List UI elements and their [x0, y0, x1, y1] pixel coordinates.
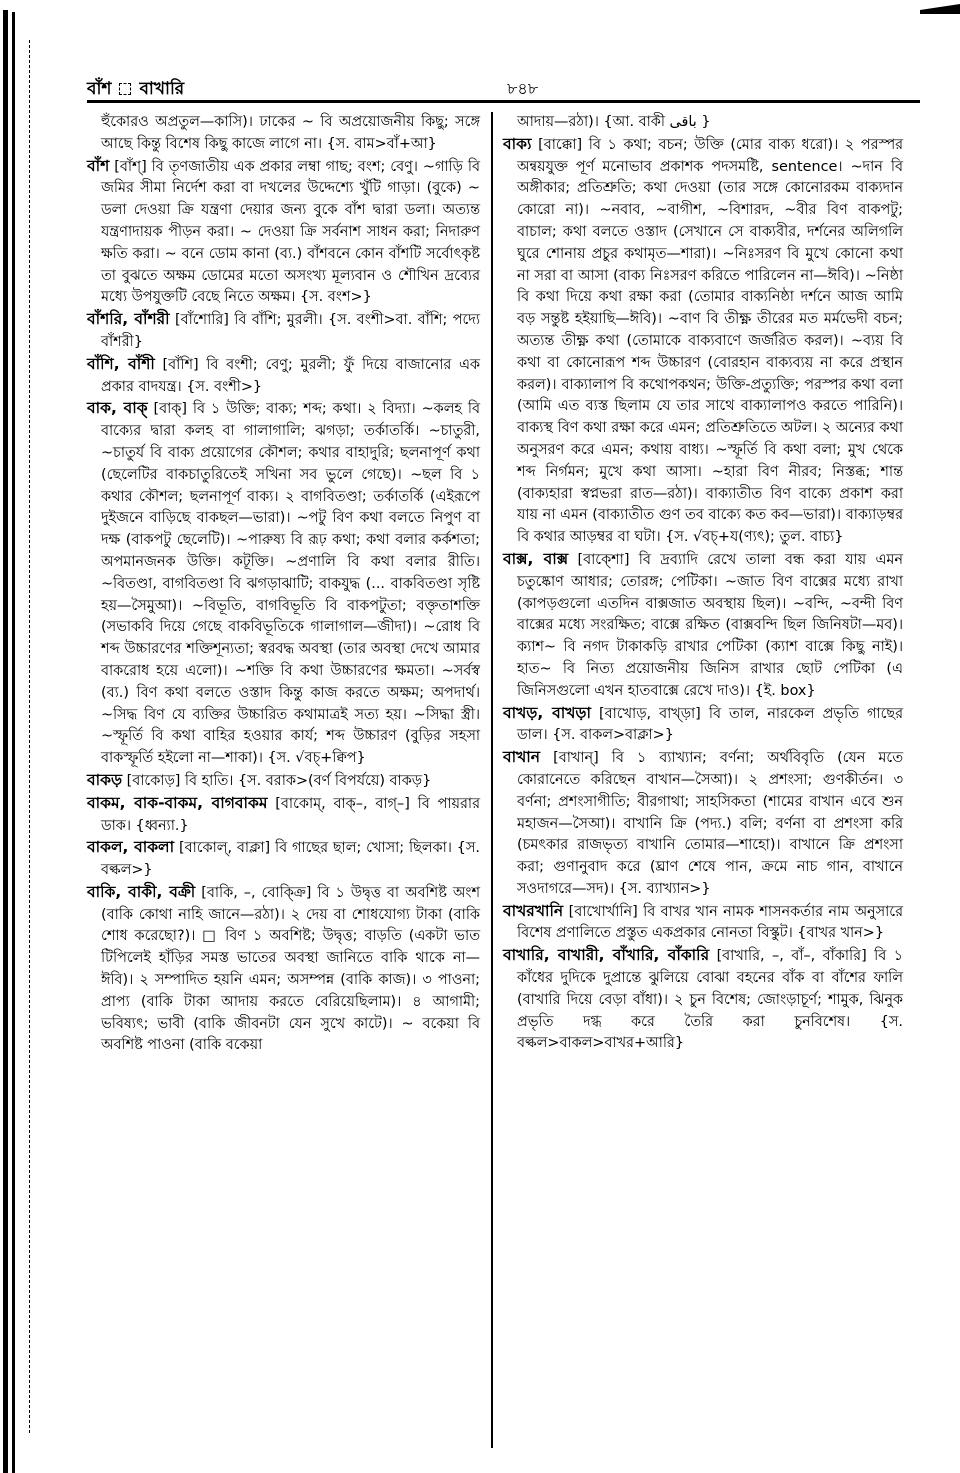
entry-headword: বাঁশরি, বাঁশরী: [87, 310, 170, 329]
entry-definition: [বাকোড়] বি হাতি। {স. বরাক>(বর্ণ বিপর্যয়ে) বাকড়}: [126, 772, 432, 789]
column-divider: [491, 112, 493, 1448]
dictionary-entry: [87, 156, 480, 310]
binding-line: [3, 10, 8, 1473]
entry-headword: বাঁশ: [87, 156, 110, 175]
entry-definition: [বাঁশি] বি বংশী; বেণু; মুরলী; ফুঁ দিয়ে বাজানোর এক প্রকার বাদযন্ত্র। {স. বংশী>}: [101, 356, 480, 395]
entry-continuation: [87, 112, 480, 156]
entry-headword: বাকল, বাকলা: [87, 838, 175, 857]
scan-corner-mark: [920, 4, 960, 14]
entry-definition: [বাখোড়, বাখ্ড়া] বি তাল, নারকেল প্রভৃতি গাছের ডাল। {স. বাকল>বাক্লা>}: [517, 705, 903, 744]
page-header: [87, 76, 920, 100]
dictionary-entry: [87, 793, 480, 838]
dictionary-entry: [503, 134, 903, 549]
entry-definition: [বাঁশোরি] বি বাঁশি; মুরলী। {স. বংশী>বা. বাঁশি; পদ্যে বাঁশরী}: [101, 312, 480, 350]
page-number: ৮৪৮: [507, 79, 539, 98]
dictionary-entry: [87, 837, 480, 882]
entry-definition: হুঁকোরও অপ্রতুল—কাসি)। ঢাকের ~ বি অপ্রয়োজনীয় কিছু; সঙ্গে আছে কিন্তু বিশেষ কিছু কাজে লাগে না। {স. বাম>বাঁ+আ}: [101, 114, 480, 152]
entry-headword: বাকি, বাকী, বক্রী: [87, 882, 196, 901]
book-binding-edge: [0, 0, 30, 1473]
entry-definition: [বাক্] বি ১ উক্তি; বাক্য; শব্দ; কথা। ২ বিদ্যা। ~কলহ বি বাক্যের দ্বারা কলহ বা গালাগালি; ঝগড়া; তর্কাতর্কি। ~চাতুরী, ~চাতুর্য বি বাক্য প্রয়োগের কৌশল; কথার বাহাদুরি; ছলনাপূর্ণ কথা (ছেলেটির বাকচাতুরিতেই সখিনা সব ভুলে গেছে)। ~ছল বি ১ কথার কৌশল; ছলনাপূর্ণ বাক্য। ২ বাগবিতণ্ডা; তর্কাতর্কি (এইরূপে দুইজনে বাড়িছে বাকছল—ভারা)। ~পটু বিণ কথা বলতে নিপুণ বা দক্ষ (বাকপটু ছেলেটি)। ~পারুষ্য বি রূঢ় কথা; কথা বলার কর্কশতা; অপমানজনক উক্তি। কটূক্তি। ~প্রণালি বি কথা বলার রীতি। ~বিতণ্ডা, বাগবিতণ্ডা বি ঝগড়াঝাটি; বাকযুদ্ধ (... বাকবিতণ্ডা সৃষ্টি হয়—সৈমুআ)। ~বিভূতি, বাগবিভূতি বি বাকপটুতা; বক্তৃতাশক্তি (সভাকবি দিয়ে গেছে বাকবিভূতিকে গালাগাল—জীদা)। ~রোধ বি শব্দ উচ্চারণের শক্তিশূন্যতা; স্বরবদ্ধ অবস্থা (তার অবস্থা দেখে আমার বাকরোধ হয়ে এলো)। ~শক্তি বি কথা উচ্চারণের ক্ষমতা। ~সর্বস্ব (ব্য.) বিণ কথা বলতে ওস্তাদ কিন্তু কাজ করতে অক্ষম; অপদার্থ। ~সিদ্ধ বিণ যে ব্যক্তির উচ্চারিত কথামাত্রই সত্য হয়। ~সিদ্ধা স্ত্রী। ~স্ফূর্তি বি কথা বাহির হওয়ার কার্য; শব্দ উচ্চারণ (বুড়ির সহসা বাকস্ফূর্তি হইলো না—শাকা)। {স. √বচ্+ক্বিপ}: [101, 401, 481, 767]
right-column: [503, 112, 903, 1055]
entry-headword: বাকড়: [87, 770, 123, 789]
guide-separator-icon: [119, 83, 131, 95]
dictionary-entry: [87, 398, 480, 770]
entry-headword: বাখরখানি: [503, 901, 564, 920]
dictionary-entry: [87, 309, 480, 354]
left-column: [87, 112, 480, 1057]
dictionary-entry: [503, 703, 903, 748]
entry-definition: [বাঁশ্] বি তৃণজাতীয় এক প্রকার লম্বা গাছ; বংশ; বেণু। ~গাড়ি বি জমির সীমা নির্দেশ করা বা দখলের উদ্দেশ্যে খুঁটি গাড়া। (বুকে) ~ ডলা দেওয়া ক্রি যন্ত্রণা দেয়ার জন্য বুকে বাঁশ দ্বারা ডলা। অত্যন্ত যন্ত্রণাদায়ক পীড়ন করা। ~ দেওয়া ক্রি সর্বনাশ সাধন করা; নিদারুণ ক্ষতি করা। ~ বনে ডোম কানা (ব্য.) বাঁশবনে কোন বাঁশটি সর্বোৎকৃষ্ট তা বুঝতে অক্ষম ডোমের মতো অসংখ্য মূল্যবান ও শৌখিন দ্রব্যের মধ্যে উপযুক্তটি বেছে নিতে অক্ষম। {স. বংশ>}: [101, 158, 480, 306]
entry-definition: [বাখান্] বি ১ ব্যাখ্যান; বর্ণনা; অর্থবিবৃতি (যেন মতে কোরানেতে করিছেন বাখান—সৈআ)। ২ প্রশংসা; গুণকীর্তন। ৩ বর্ণনা; প্রশংসাগীতি; বীরগাথা; সাহসিকতা (শামের বাখান এবে শুন মহাজন—সৈআ)। বাখানি ক্রি (পদ্য.) বলি; বর্ণনা বা প্রশংসা করি (চমৎকার রাজভৃত্য বাখানি তোমার—শাহো)। বাখানে ক্রি প্রশংসা করা; গুণানুবাদ করে (ঘ্রাণ শেষে পান, ক্রমে নাচ গান, বাখানে সওদাগরে—সদ)। {স. ব্যাখ্যান>}: [517, 750, 903, 897]
entry-headword: বাকম, বাক-বাকম, বাগবাকম: [87, 793, 268, 812]
entry-definition: [বাকোল্, বাক্লা] বি গাছের ছাল; খোসা; ছিলকা। {স. বল্কল>}: [101, 840, 481, 879]
entry-continuation: [503, 112, 903, 134]
entry-headword: বাখারি, বাখারী, বাঁখারি, বাঁকারি: [503, 946, 710, 965]
entry-definition: [বাক্কো] বি ১ কথা; বচন; উক্তি (মোর বাক্য ধরো)। ২ পরস্পর অন্বয়যুক্ত পূর্ণ মনোভাব প্রকাশক পদসমষ্টি, sentence। ~দান বি অঙ্গীকার; প্রতিশ্রুতি; কথা দেওয়া (তার সঙ্গে কোনোরকম বাক্যদান কোরো না)। ~নবাব, ~বাগীশ, ~বিশারদ, ~বীর বিণ বাকপটু; বাচাল; কথা বলতে ওস্তাদ (সেখানে সে বাক্যবীর, দর্শনের অলিগলি ঘুরে শোনায় প্রচুর কথামৃত—শারা)। ~নিঃসরণ বি মুখে কোনো কথা না সরা বা আসা (বাক্য নিঃসরণ করিতে পারিলেন না—ঈবি)। ~নিষ্ঠা বি কথা দিয়ে কথা রক্ষা করা (তোমার বাক্যনিষ্ঠা দর্শনে আজ আমি বড় সন্তুষ্ট হইয়াছি—ঈবি)। ~বাণ বি তীক্ষ্ণ তীরের মত মর্মভেদী বচন; অত্যন্ত তীক্ষ্ণ কথা (তোমাকে বাক্যবাণে জর্জরিত করল)। ~ব্যয় বি কথা বা কোনোরূপ শব্দ উচ্চারণ (বোরহান বাক্যব্যয় না করে প্রস্থান করল)। বাক্যালাপ বি কথোপকথন; উক্তি-প্রত্যুক্তি; পরস্পর কথা বলা (আমি এত ব্যস্ত ছিলাম যে তার সাথে বাক্যালাপও করতে পারিনি)। বাক্যস্থ বিণ কথা রক্ষা করে এমন; প্রতিশ্রুতিতে অটল। ২ অন্যের কথা অনুসরণ করে এমন; কথায় বাধ্য। ~স্ফূর্তি বি কথা বলা; মুখ থেকে শব্দ নির্গমন; মুখে কথা আসা। ~হারা বিণ নীরব; নিস্তব্ধ; শান্ত (বাক্যহারা স্বপ্নভরা রাত—রঠা)। বাক্যাতীত বিণ বাক্যে প্রকাশ করা যায় না এমন (বাক্যাতীত গুণ তব বাক্যে কত কব—ভারা)। বাক্যাড়ম্বর বি কথার আড়ম্বর বা ঘটা। {স. √বচ্+য(ণ্যৎ); তুল. বাচ্য}: [517, 136, 904, 546]
dictionary-entry: [503, 901, 903, 946]
guide-word-first: বাঁশ: [87, 79, 112, 99]
entry-definition: [বাখোর্খানি] বি বাখর খান নামক শাসনকর্তার নাম অনুসারে বিশেষ প্রণালিতে প্রস্তুত একপ্রকার নোনতা বিস্কুট। {বাখর খান>}: [517, 903, 903, 942]
entry-headword: বাক, বাক্: [87, 399, 148, 418]
header-rule: [87, 100, 920, 103]
entry-definition: [বাক্শো] বি দ্রব্যাদি রেখে তালা বন্ধ করা যায় এমন চতুষ্কোণ আধার; তোরঙ্গ; পেটিকা। ~জাত বিণ বাক্সের মধ্যে রাখা (কাপড়গুলো এতদিন বাক্সজাত অবস্থায় ছিল)। ~বন্দি, ~বন্দী বিণ বাক্সের মধ্যে সংরক্ষিত; বাক্সে রক্ষিত (বাক্সবন্দি ছিল জিনিষটা—মব)। ক্যাশ~ বি নগদ টাকাকড়ি রাখার পেটিকা (ক্যাশ বাক্সে কিছু নাই)। হাত~ বি নিত্য প্রয়োজনীয় জিনিস রাখার ছোট পেটিকা (এ জিনিসগুলো এখন হাতবাক্সে রেখে দাও)। {ই. box}: [517, 551, 903, 699]
dictionary-entry: [503, 549, 903, 703]
dictionary-entry: [87, 882, 480, 1057]
binding-line: [12, 12, 15, 1473]
entry-definition: [বাকোম্, বাক্–, বাগ্–] বি পায়রার ডাক। {ধ্বন্যা.}: [101, 795, 481, 834]
entry-headword: বাক্স, বাক্স: [503, 549, 569, 568]
binding-dashed-line: [29, 40, 31, 1433]
entry-headword: বাঁশি, বাঁশী: [87, 354, 155, 373]
dictionary-entry: [503, 747, 903, 901]
entry-headword: বাখড়, বাখড়া: [503, 703, 591, 722]
dictionary-entry: [87, 770, 480, 793]
entry-headword: বাক্য: [503, 134, 532, 153]
entry-headword: বাখান: [503, 748, 541, 767]
guide-word-last: বাখারি: [139, 79, 185, 99]
entry-definition: [বাখারি, –, বাঁ–, বাঁকারি] বি ১ কাঁধের দুদিকে দুপ্রান্তে ঝুলিয়ে বোঝা বহনের বাঁক বা বাঁশের ফালি (বাখারি দিয়ে বেড়া বাঁধা)। ২ চুন বিশেষ; জোংড়াচূর্ণ; শামুক, ঝিনুক প্রভৃতি দগ্ধ করে তৈরি করা চুনবিশেষ। {স. বল্কল>বাকল>বাখর+আরি}: [517, 948, 904, 1052]
entry-definition: [বাকি, –, বোক্ক্রি] বি ১ উদ্বৃত্ত বা অবশিষ্ট অংশ (বাকি কোথা নাহি জানে—রঠা)। ২ দেয় বা শোধযোগ্য টাকা (বাকি শোধ করেছো?)। □ বিণ ১ অবশিষ্ট; উদ্বৃত্ত; বাড়তি (একটা ভাত টিপিলেই হাঁড়ির সমস্ত ভাতের অবস্থা জানিতে বাকি থাকে না—ঈবি)। ২ সম্পাদিত হয়নি এমন; অসম্পন্ন (বাকি কাজ)। ৩ পাওনা; প্রাপ্য (বাকি টাকা আদায় করতে বেরিয়েছিলাম)। ৪ আগামী; ভবিষ্যৎ; ভাবী (বাকি জীবনটা যেন সুখে কাটে)। ~ বকেয়া বি অবশিষ্ট পাওনা (বাকি বকেয়া: [101, 884, 480, 1054]
dictionary-entry: [87, 354, 480, 399]
dictionary-entry: [503, 945, 903, 1055]
entry-definition: আদায়—রঠা)। {আ. বাকী باقی }: [517, 114, 711, 130]
